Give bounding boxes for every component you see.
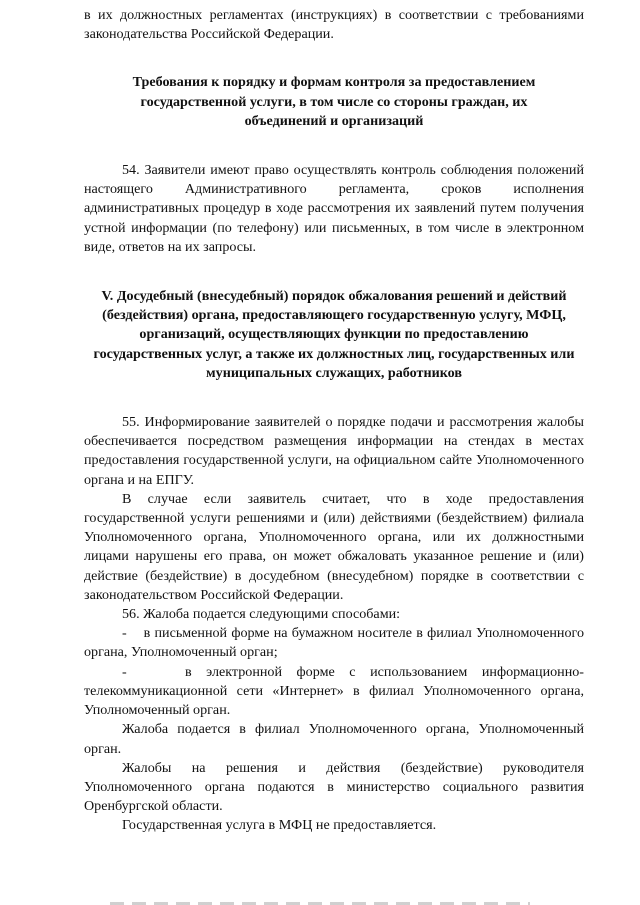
dash-marker: - [122,663,171,680]
control-requirements-heading: Требования к порядку и формам контроля за предоставлением государственной услуги, в том числе со стороны граждан, их объединений и организаций [132,74,536,129]
document-body [84,6,584,836]
paragraph-55-case: В случае если заявитель считает, что в ходе предоставления государственной услуги решениями и (или) действиями (бездействием) филиала Уполномоченного органа, Уполномоченного органа, или их должностными лицами нарушены его права, он может обжаловать указанное решение и (или) действие (бездействие) в досудебном (внесудебном) порядке в соответствии с законодательством Российской Федерации. [84,490,584,603]
section-5-heading: V. Досудебный (внесудебный) порядок обжалования решений и действий (бездействия) органа, предоставляющего государственную услугу, МФЦ, организаций, осуществляющих функции по предоставлению государственных услуг, а также их должностных лиц, государственных или муниципальных служащих, работников [93,288,575,381]
paragraph-54: 54. Заявители имеют право осуществлять контроль соблюдения положений настоящего Административного регламента, сроков исполнения административных процедур в ходе рассмотрения их заявлений путем получения устной информации (по телефону) или письменных, в том числе в электронном виде, ответов на их запросы. [84,162,584,255]
list-item-electronic-text: в электронной форме с использованием информационно-телекоммуникационной сети «Интернет» в филиал Уполномоченного органа, Уполномоченный орган. [84,663,584,719]
list-item-paper [84,624,584,662]
list-item-electronic [84,663,584,721]
paragraph-56: 56. Жалоба подается следующими способами: [122,606,401,623]
continuation-paragraph: в их должностных регламентах (инструкциях) в соответствии с требованиями законодательства Российской Федерации. [84,7,584,43]
paragraph-mfc: Государственная услуга в МФЦ не предоставляется. [122,817,437,834]
paragraph-branch: Жалоба подается в филиал Уполномоченного органа, Уполномоченный орган. [84,721,584,757]
paragraph-55: 55. Информирование заявителей о порядке подачи и рассмотрения жалобы обеспечивается посредством размещения информации на стендах в местах предоставления государственной услуги, на официальном сайте Уполномоченного органа и на ЕПГУ. [84,414,584,488]
dash-marker: - [122,625,140,642]
list-item-paper-text: в письменной форме на бумажном носителе в филиал Уполномоченного органа, Уполномоченный орган; [84,625,585,661]
paragraph-ministry: Жалобы на решения и действия (бездействие) руководителя Уполномоченного органа подаются в министерство социального развития Оренбургской области. [84,759,584,815]
